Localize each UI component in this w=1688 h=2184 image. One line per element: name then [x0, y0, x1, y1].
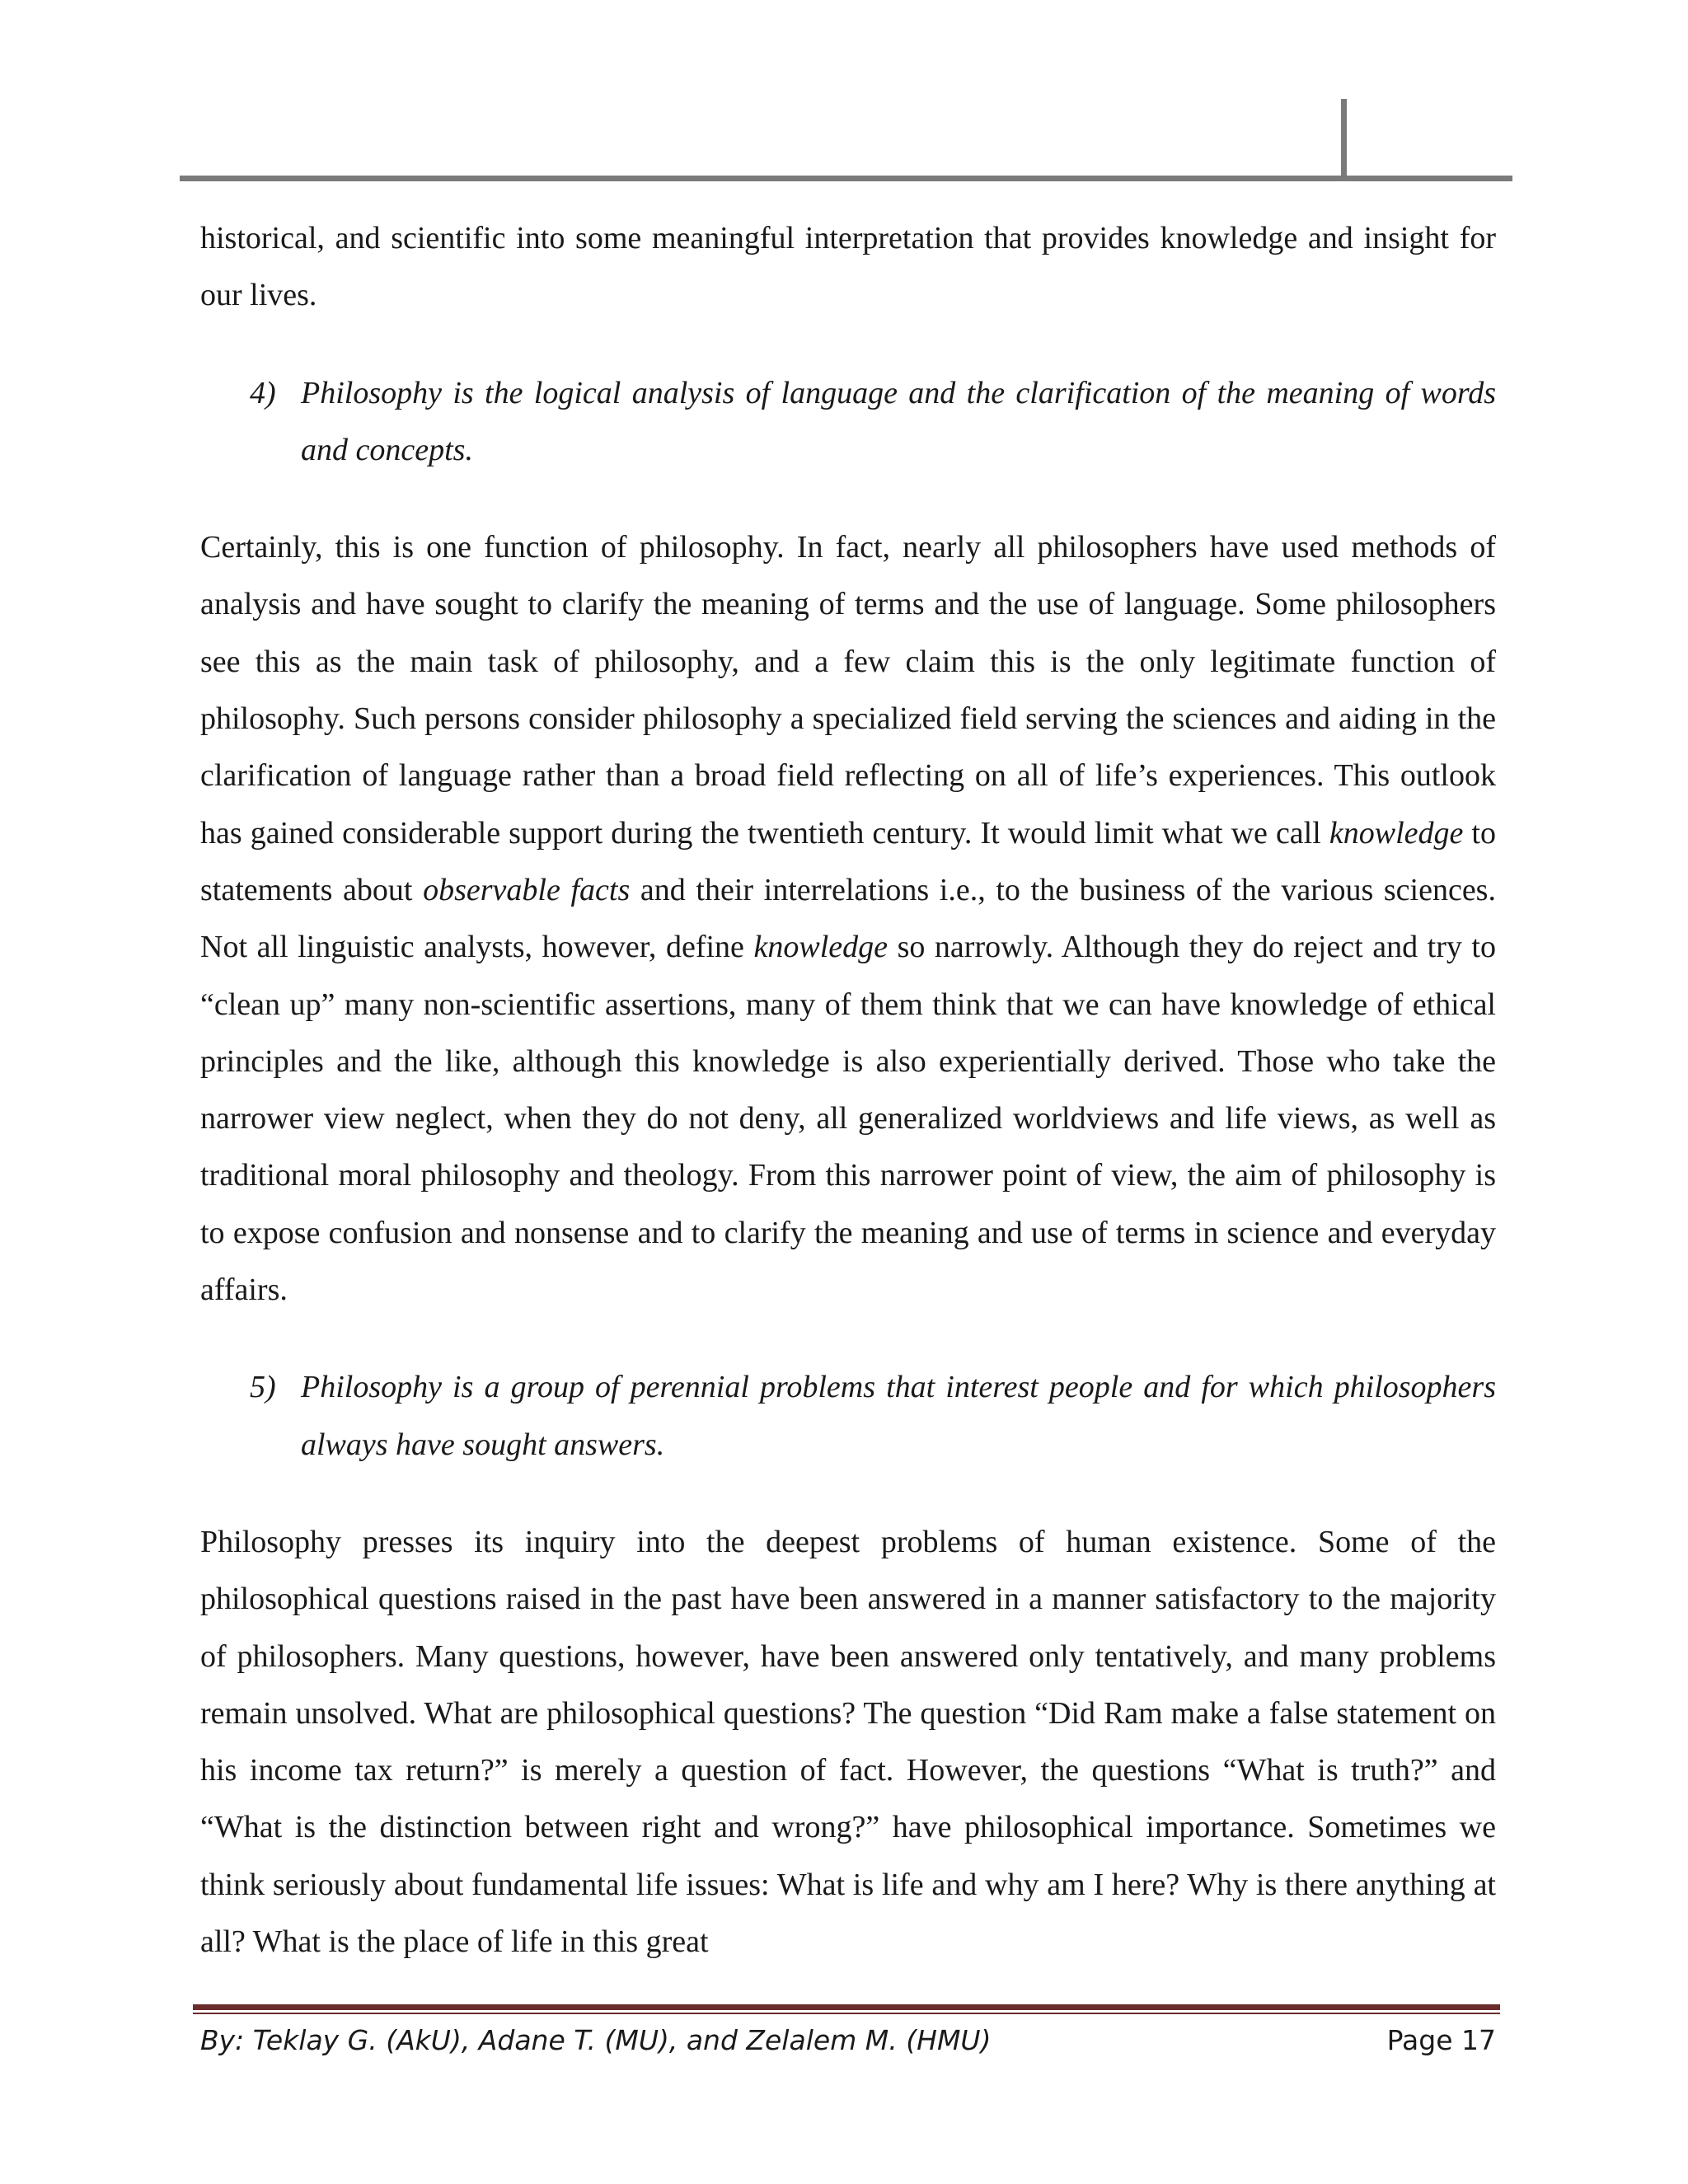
paragraph-text: Certainly, this is one function of philosophy. In fact, nearly all philosophers have used methods of analysis and have sought to clarify the meaning of terms and the use of language. Some philosophers see this as the main task of philosophy, and a few claim this is the only legitimate function of philosophy. Such persons consider philosophy a specialized field serving the sciences and aiding in the clarification of language rather than a broad field reflecting on all of life’s experiences. This outlook has gained considerable support during the twentieth century. It would limit what we call [200, 530, 1496, 851]
paragraph-perennial-problems: Philosophy presses its inquiry into the deepest problems of human existence. Some of the philosophical questions raised in the past have been answered in a manner satisfactory to the majority of philosophers. Many questions, however, have been answered only tentatively, and many problems remain unsolved. What are philosophical questions? The question “Did Ram make a false statement on his income tax return?” is merely a question of fact. However, the questions “What is truth?” and “What is the distinction between right and wrong?” have philosophical importance. Sometimes we think seriously about fundamental life issues: What is life and why am I here? Why is there anything at all? What is the place of life in this great [200, 1524, 1496, 1960]
paragraph-continuation: historical, and scientific into some meaningful interpretation that provides knowledge and insight for our lives. [200, 221, 1496, 313]
paragraph-text: and their interrelations i.e., to the business of the various sciences. Not all linguistic analysts, however, define [200, 872, 1496, 965]
emphasis-knowledge: knowledge [753, 930, 889, 965]
list-item-number: 5) [250, 1370, 276, 1405]
emphasis-knowledge: knowledge [1329, 815, 1464, 851]
paragraph-text: so narrowly. Although they do reject and try to “clean up” many non-scientific assertions, many of them think that we can have knowledge of ethical principles and the like, although this knowledge is also experientially derived. Those who take the narrower view neglect, when they do not deny, all generalized worldviews and life views, as well as traditional moral philosophy and theology. From this narrower point of view, the aim of philosophy is to expose confusion and nonsense and to clarify the meaning and use of terms in science and everyday affairs. [200, 930, 1496, 1308]
footer-authors: By: Teklay G. (AkU), Adane T. (MU), and Zelalem M. (HMU) [200, 2024, 992, 2056]
page-number: Page 17 [1386, 2024, 1496, 2056]
header-divider-tick [1341, 99, 1347, 180]
list-item-5 [200, 1359, 1496, 1474]
page-body [200, 210, 1496, 2011]
list-item-text: Philosophy is a group of perennial problems that interest people and for which philosophers always have sought answers. [301, 1370, 1496, 1462]
emphasis-observable-facts: observable facts [423, 872, 631, 907]
footer-rule [193, 2004, 1500, 2010]
list-item-number: 4) [250, 375, 276, 410]
paragraph-analysis [200, 519, 1496, 1319]
header-rule [180, 176, 1512, 181]
paragraph-text: to statements about [200, 815, 1496, 907]
list-item-4 [200, 365, 1496, 480]
list-item-text: Philosophy is the logical analysis of language and the clarification of the meaning of words and concepts. [301, 375, 1496, 467]
page-footer [200, 2021, 1496, 2060]
footer-rule-thin [193, 2013, 1500, 2014]
